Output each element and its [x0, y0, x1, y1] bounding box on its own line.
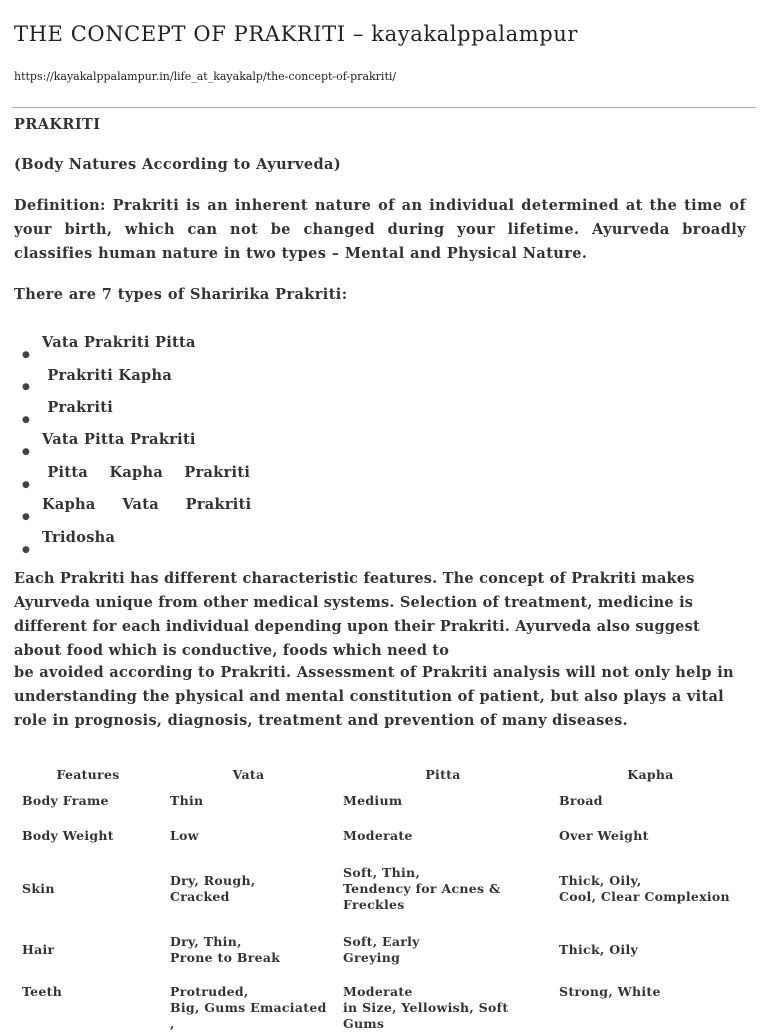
list-item: Vata Prakriti Pitta: [42, 334, 196, 351]
table-cell: Thin: [170, 793, 204, 808]
table-cell: Hair: [22, 942, 55, 957]
header-divider: [12, 107, 756, 108]
table-cell: Skin: [22, 881, 55, 896]
table-cell: Broad: [559, 793, 603, 808]
list-item: Kapha Vata Prakriti: [42, 496, 252, 513]
table-row: [14, 922, 750, 978]
table-cell: Protruded, Big, Gums Emaciated ,: [170, 984, 327, 1031]
table-cell: Dry, Rough, Cracked: [170, 873, 256, 904]
table-cell: Moderate: [343, 828, 413, 843]
list-item: Tridosha: [42, 529, 116, 546]
article-subheading: (Body Natures According to Ayurveda): [14, 156, 342, 173]
list-item: Prakriti: [42, 399, 114, 416]
table-row: [14, 978, 750, 1035]
bullet-icon: ●: [22, 545, 30, 555]
table-cell: Medium: [343, 793, 403, 808]
body-paragraph-2: be avoided according to Prakriti. Assessment of Prakriti analysis will not only help in understanding the physical and mental constitution of patient, but also plays a vital role in prognosis, diagnosis, treatment and prevention of many diseases.: [14, 664, 734, 729]
list-item: Vata Pitta Prakriti: [42, 431, 196, 448]
table-cell: Over Weight: [559, 828, 649, 843]
table-cell: Thick, Oily, Cool, Clear Complexion: [559, 873, 730, 904]
table-cell: Soft, Thin, Tendency for Acnes & Freckles: [343, 865, 501, 912]
list-item: Prakriti Kapha: [42, 367, 173, 384]
prakriti-features-table: [14, 762, 750, 1035]
bullet-icon: ●: [22, 415, 30, 425]
table-cell: Low: [170, 828, 199, 843]
bullet-icon: ●: [22, 480, 30, 490]
table-cell: Body Frame: [22, 793, 109, 808]
body-paragraph-1: Each Prakriti has different characteristic features. The concept of Prakriti makes Ayurveda unique from other medical systems. Selection of treatment, medicine is different for each individual depending upon their Prakriti. Ayurveda also suggest about food which is conductive, foods which need to: [14, 570, 700, 659]
table-row: [14, 816, 750, 856]
table-cell: Teeth: [22, 984, 63, 999]
header-vata: Vata: [232, 766, 265, 782]
table-cell: Thick, Oily: [559, 942, 639, 957]
header-kapha: Kapha: [627, 766, 674, 782]
table-row: [14, 856, 750, 922]
bullet-icon: ●: [22, 512, 30, 522]
bullet-icon: ●: [22, 447, 30, 457]
bullet-icon: ●: [22, 382, 30, 392]
article-heading: PRAKRITI: [14, 116, 101, 133]
bullet-icon: ●: [22, 350, 30, 360]
source-url-link[interactable]: https://kayakalppalampur.in/life_at_kayakalp/the-concept-of-prakriti/: [14, 70, 397, 83]
table-cell: Body Weight: [22, 828, 114, 843]
table-cell: Dry, Thin, Prone to Break: [170, 934, 281, 965]
definition-paragraph: Definition: Prakriti is an inherent nature of an individual determined at the time of your birth, which can not be changed during your lifetime. Ayurveda broadly classifies human nature in two types – Mental and Physical Nature.: [14, 197, 746, 262]
table-cell: Strong, White: [559, 984, 661, 999]
page-title: THE CONCEPT OF PRAKRITI – kayakalppalampur: [14, 22, 579, 46]
types-intro: There are 7 types of Sharirika Prakriti:: [14, 286, 348, 303]
table-cell: Soft, Early Greying: [343, 934, 420, 965]
table-header-row: [14, 762, 750, 786]
list-item: Pitta Kapha Prakriti: [42, 464, 251, 481]
header-pitta: Pitta: [425, 766, 461, 782]
header-features: Features: [56, 766, 120, 782]
table-row: [14, 786, 750, 816]
table-cell: Moderate in Size, Yellowish, Soft Gums: [343, 984, 509, 1031]
